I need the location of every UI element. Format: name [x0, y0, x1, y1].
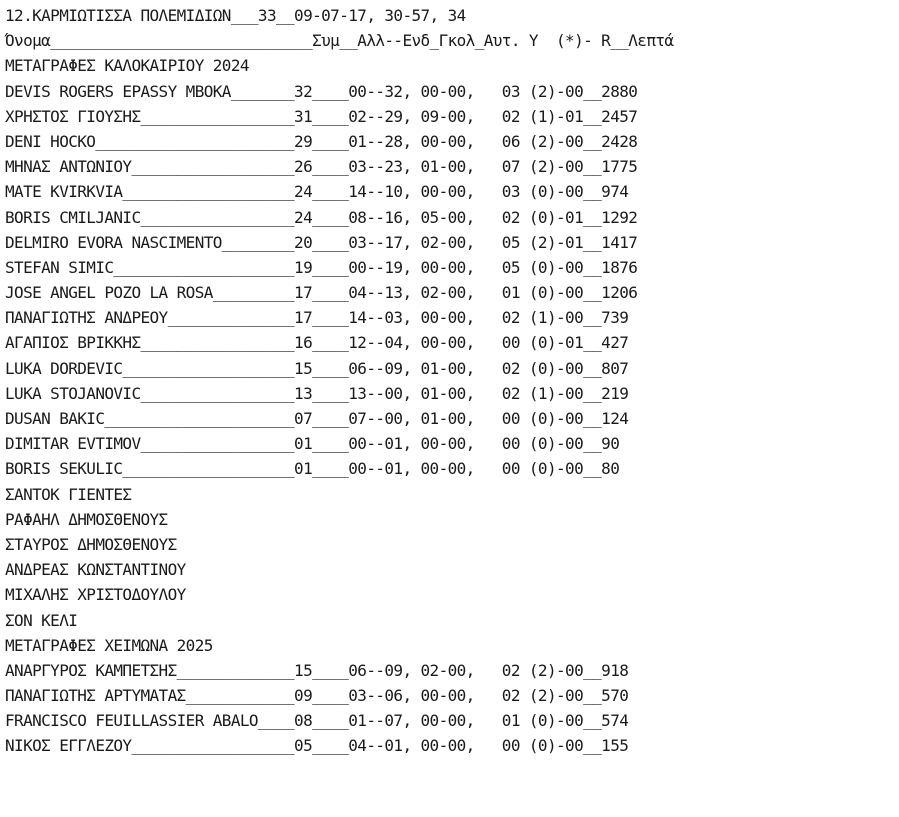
- player-row: ΑΓΑΠΙΟΣ ΒΡΙΚΚΗΣ_________________16____12--04, 00-00, 00 (0)-01__427: [5, 333, 629, 353]
- section-title: ΜΕΤΑΓΡΑΦΕΣ ΚΑΛΟΚΑΙΡΙΟΥ 2024: [5, 56, 249, 76]
- player-row: ΠΑΝΑΓΙΩΤΗΣ ΑΝΔΡΕΟΥ______________17____14--03, 00-00, 02 (1)-00__739: [5, 308, 629, 328]
- player-row: DELMIRO EVORA NASCIMENTO________20____03--17, 02-00, 05 (2)-01__1417: [5, 232, 638, 252]
- player-row: DENI HOCKO______________________29____01--28, 00-00, 06 (2)-00__2428: [5, 131, 638, 151]
- column-headers: Όνομα_____________________________Συμ__Αλλ--Ενδ_Γκολ_Αυτ. Υ (*)- R__Λεπτά: [5, 31, 674, 51]
- player-row: ΧΡΗΣΤΟΣ ΓΙΟΥΣΗΣ_________________31____02--29, 09-00, 02 (1)-01__2457: [5, 106, 638, 126]
- team-header: 12.ΚΑΡΜΙΩΤΙΣΣΑ ΠΟΛΕΜΙΔΙΩΝ___33__09-07-17, 30-57, 34: [5, 6, 466, 25]
- player-row: ΜΙΧΑΛΗΣ ΧΡΙΣΤΟΔΟΥΛΟΥ: [5, 585, 186, 605]
- player-row: DUSAN BAKIC_____________________07____07--00, 01-00, 00 (0)-00__124: [5, 409, 629, 428]
- player-row: DIMITAR EVTIMOV_________________01____00--01, 00-00, 00 (0)-00__90: [5, 434, 620, 454]
- player-row: LUKA DORDEVIC___________________15____06--09, 01-00, 02 (0)-00__807: [5, 358, 629, 378]
- player-row: ΑΝΑΡΓΥΡΟΣ ΚΑΜΠΕΤΣΗΣ_____________15____06--09, 02-00, 02 (2)-00__918: [5, 660, 629, 680]
- player-row: ΜΗΝΑΣ ΑΝΤΩΝΙΟΥ__________________26____03--23, 01-00, 07 (2)-00__1775: [5, 157, 638, 177]
- player-row: BORIS SEKULIC___________________01____00--01, 00-00, 00 (0)-00__80: [5, 459, 620, 479]
- player-row: ΣΟΝ ΚΕΛΙ: [5, 610, 78, 630]
- section-title: ΜΕΤΑΓΡΑΦΕΣ ΧΕΙΜΩΝΑ 2025: [5, 635, 213, 655]
- player-row: ΣΤΑΥΡΟΣ ΔΗΜΟΣΘΕΝΟΥΣ: [5, 534, 177, 554]
- player-row: STEFAN SIMIC____________________19____00--19, 00-00, 05 (0)-00__1876: [5, 257, 638, 277]
- player-row: ΡΑΦΑΗΛ ΔΗΜΟΣΘΕΝΟΥΣ: [5, 509, 168, 529]
- player-row: ΝΙΚΟΣ ΕΓΓΛΕΖΟΥ__________________05____04--01, 00-00, 00 (0)-00__155: [5, 736, 629, 756]
- player-row: ΑΝΔΡΕΑΣ ΚΩΝΣΤΑΝΤΙΝΟΥ: [5, 560, 186, 580]
- player-row: LUKA STOJANOVIC_________________13____13--00, 01-00, 02 (1)-00__219: [5, 383, 629, 403]
- player-row: MATE KVIRKVIA___________________24____14--10, 00-00, 03 (0)-00__974: [5, 182, 629, 202]
- player-row: ΠΑΝΑΓΙΩΤΗΣ ΑΡΤΥΜΑΤΑΣ____________09____03--06, 00-00, 02 (2)-00__570: [5, 686, 629, 706]
- player-row: BORIS CMILJANIC_________________24____08--16, 05-00, 02 (0)-01__1292: [5, 207, 638, 227]
- player-row: DEVIS ROGERS EPASSY MBOKA_______32____00--32, 00-00, 03 (2)-00__2880: [5, 81, 638, 101]
- player-row: FRANCISCO FEUILLASSIER ABALO____08____01--07, 00-00, 01 (0)-00__574: [5, 711, 629, 731]
- player-row: ΣΑΝΤΟΚ ΓΙΕΝΤΕΣ: [5, 484, 132, 504]
- player-row: JOSE ANGEL POZO LA ROSA_________17____04--13, 02-00, 01 (0)-00__1206: [5, 283, 638, 303]
